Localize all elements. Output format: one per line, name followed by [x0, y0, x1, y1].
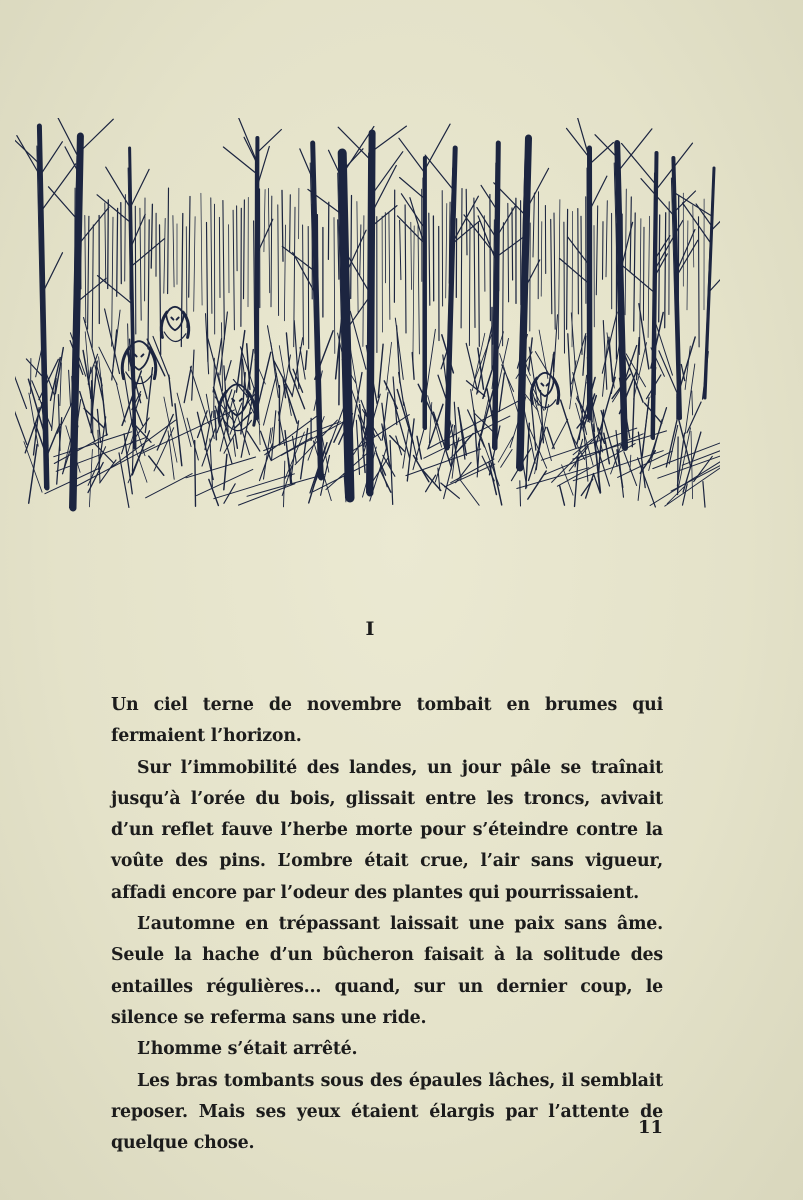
paragraph: Les bras tombants sous des épaules lâches, il semblait reposer. Mais ses yeux étaient élargis par l’attente de quelque chose. — [111, 1070, 663, 1154]
chapter-number: I — [365, 618, 375, 640]
page-number: 11 — [637, 1117, 663, 1138]
forest-hunting-dogs-illustration — [15, 118, 720, 538]
paragraph: Un ciel terne de novembre tombait en brumes qui fermaient l’horizon. — [111, 695, 663, 747]
paragraph: Sur l’immobilité des landes, un jour pâle se traînait jusqu’à l’orée du bois, glissait entre les troncs, avivait d’un reflet fauve l’herbe morte pour s’éteindre contre la voûte des pins. L’ombre était crue, l’air sans vigueur, affadi encore par l’odeur des plantes qui pourrissaient. — [111, 757, 663, 903]
paragraph: L’homme s’était arrêté. — [137, 1039, 358, 1060]
chapter-text — [111, 690, 663, 1159]
paragraph: L’automne en trépassant laissait une paix sans âme. Seule la hache d’un bûcheron faisait à la solitude des entailles régulières... quand, sur un dernier coup, le silence se referma sans une ride. — [111, 914, 663, 1028]
